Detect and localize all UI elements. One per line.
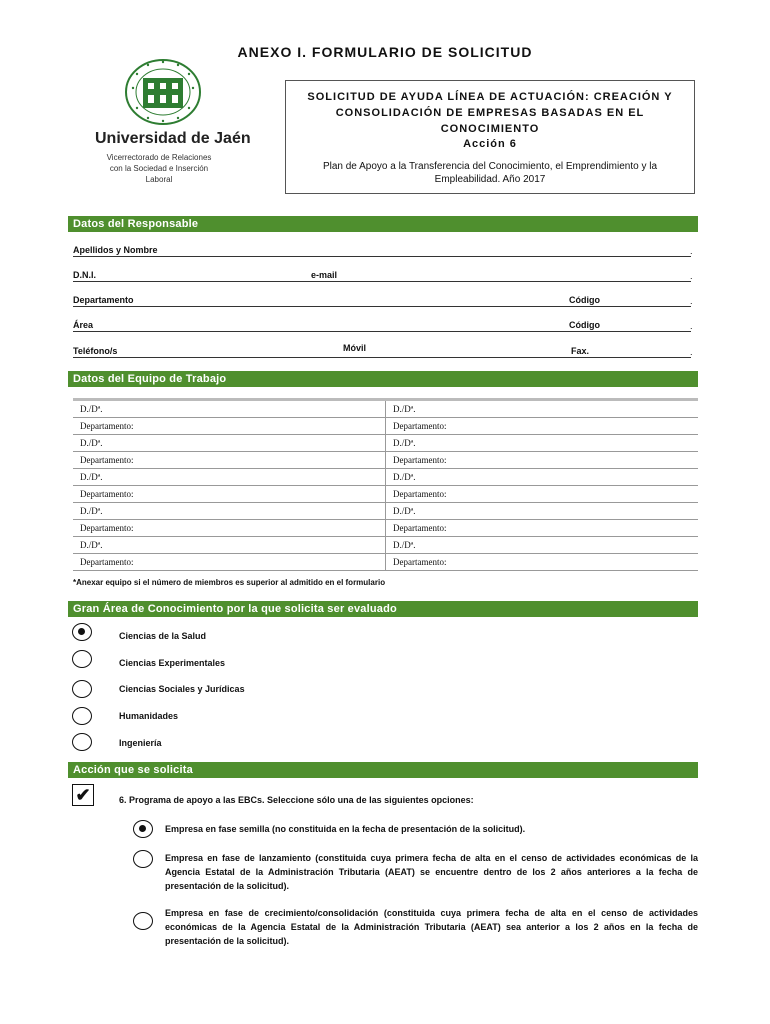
radio-ciencias-salud[interactable] bbox=[72, 623, 92, 641]
form-title: ANEXO I. FORMULARIO DE SOLICITUD bbox=[237, 44, 533, 60]
codigo-field-2[interactable] bbox=[569, 331, 691, 332]
header-line-1: SOLICITUD DE AYUDA LÍNEA DE ACTUACIÓN: CREACIÓN Y bbox=[307, 91, 673, 103]
member-name-cell[interactable]: D./Dª. bbox=[73, 400, 386, 418]
apellidos-field[interactable] bbox=[73, 256, 691, 257]
radio-ciencias-experimentales[interactable] bbox=[72, 650, 92, 668]
option-humanidades: Humanidades bbox=[119, 711, 179, 721]
departamento-field[interactable] bbox=[73, 306, 569, 307]
option-ciencias-experimentales: Ciencias Experimentales bbox=[119, 658, 226, 668]
programa-label: 6. Programa de apoyo a las EBCs. Seleccione sólo una de las siguientes opciones: bbox=[119, 795, 474, 805]
section-responsable: Datos del Responsable bbox=[68, 216, 698, 232]
fax-field[interactable] bbox=[571, 357, 691, 358]
table-row bbox=[73, 469, 698, 486]
email-label: e-mail bbox=[311, 270, 338, 280]
codigo-label-1: Código bbox=[569, 295, 600, 305]
member-name-cell[interactable]: D./Dª. bbox=[386, 537, 699, 554]
table-row bbox=[73, 520, 698, 537]
table-row bbox=[73, 452, 698, 469]
member-dept-cell[interactable]: Departamento: bbox=[386, 520, 699, 537]
radio-fase-semilla[interactable] bbox=[133, 820, 153, 838]
table-row bbox=[73, 486, 698, 503]
dni-field[interactable] bbox=[73, 281, 311, 282]
option-fase-crecimiento: Empresa en fase de crecimiento/consolidación (constituida cuya primera fecha de alta en el censo de actividades económicas de la Agencia Estatal de la Administración Tributaria (AEAT) sea anterior a los 2 años en la fecha de presentación de la solicitud). bbox=[165, 908, 698, 946]
member-dept-cell[interactable]: Departamento: bbox=[386, 486, 699, 503]
table-row bbox=[73, 400, 698, 418]
member-dept-cell[interactable]: Departamento: bbox=[386, 554, 699, 571]
telefono-label: Teléfono/s bbox=[73, 346, 118, 356]
radio-humanidades[interactable] bbox=[72, 707, 92, 725]
member-dept-cell[interactable]: Departamento: bbox=[386, 418, 699, 435]
option-ciencias-sociales: Ciencias Sociales y Jurídicas bbox=[119, 684, 245, 694]
codigo-label-2: Código bbox=[569, 320, 600, 330]
member-name-cell[interactable]: D./Dª. bbox=[73, 537, 386, 554]
area-label: Área bbox=[73, 320, 94, 330]
option-ingenieria: Ingeniería bbox=[119, 738, 162, 748]
departamento-label: Departamento bbox=[73, 295, 134, 305]
member-name-cell[interactable]: D./Dª. bbox=[386, 435, 699, 452]
member-name-cell[interactable]: D./Dª. bbox=[73, 503, 386, 520]
table-row bbox=[73, 554, 698, 571]
logo-sub-line-2: con la Sociedad e Inserción bbox=[109, 164, 209, 173]
university-logo bbox=[95, 58, 251, 185]
movil-field[interactable] bbox=[343, 357, 571, 358]
table-row bbox=[73, 418, 698, 435]
radio-ciencias-sociales[interactable] bbox=[72, 680, 92, 698]
team-table bbox=[73, 398, 698, 571]
table-row bbox=[73, 435, 698, 452]
telefono-field[interactable] bbox=[73, 357, 343, 358]
member-dept-cell[interactable]: Departamento: bbox=[73, 452, 386, 469]
university-seal-icon bbox=[123, 58, 203, 126]
logo-sub-line-1: Vicerrectorado de Relaciones bbox=[106, 153, 212, 162]
member-name-cell[interactable]: D./Dª. bbox=[73, 469, 386, 486]
member-dept-cell[interactable]: Departamento: bbox=[73, 554, 386, 571]
dni-label: D.N.I. bbox=[73, 270, 97, 280]
fax-dot: . bbox=[690, 347, 693, 357]
option-fase-semilla: Empresa en fase semilla (no constituida en la fecha de presentación de la solicitud). bbox=[165, 824, 526, 834]
movil-label: Móvil bbox=[343, 343, 367, 353]
header-line-3: CONOCIMIENTO bbox=[440, 123, 540, 135]
plan-text: Plan de Apoyo a la Transferencia del Conocimiento, el Emprendimiento y la Empleabilidad. Año 2017 bbox=[322, 161, 658, 185]
accion-label: Acción 6 bbox=[463, 138, 517, 150]
logo-sub-line-3: Laboral bbox=[145, 175, 173, 184]
codigo-dot-2: . bbox=[690, 321, 693, 331]
table-row bbox=[73, 537, 698, 554]
radio-fase-lanzamiento[interactable] bbox=[133, 850, 153, 868]
email-dot: . bbox=[690, 271, 693, 281]
programa-checkbox[interactable]: ✔ bbox=[72, 784, 94, 806]
member-name-cell[interactable]: D./Dª. bbox=[386, 400, 699, 418]
section-accion: Acción que se solicita bbox=[68, 762, 698, 778]
codigo-field-1[interactable] bbox=[569, 306, 691, 307]
table-row bbox=[73, 503, 698, 520]
radio-ingenieria[interactable] bbox=[72, 733, 92, 751]
apellidos-dot: . bbox=[690, 246, 693, 256]
email-field[interactable] bbox=[311, 281, 691, 282]
request-header-box bbox=[285, 80, 695, 194]
section-area-conocimiento: Gran Área de Conocimiento por la que solicita ser evaluado bbox=[68, 601, 698, 617]
option-fase-lanzamiento: Empresa en fase de lanzamiento (constituida cuya primera fecha de alta en el censo de actividades económicas de la Agencia Estatal de la Administración Tributaria (AEAT) se encuentre dentro de los 2 años anteriores a la fecha de presentación de la solicitud). bbox=[165, 853, 698, 891]
radio-fase-crecimiento[interactable] bbox=[133, 912, 153, 930]
area-field[interactable] bbox=[73, 331, 569, 332]
member-name-cell[interactable]: D./Dª. bbox=[386, 469, 699, 486]
header-heading bbox=[286, 89, 694, 137]
equipo-note: *Anexar equipo si el número de miembros es superior al admitido en el formulario bbox=[73, 578, 386, 587]
apellidos-label: Apellidos y Nombre bbox=[73, 245, 158, 255]
member-dept-cell[interactable]: Departamento: bbox=[73, 418, 386, 435]
option-ciencias-salud: Ciencias de la Salud bbox=[119, 631, 207, 641]
member-name-cell[interactable]: D./Dª. bbox=[73, 435, 386, 452]
vicerrectorado-text bbox=[95, 152, 223, 185]
member-dept-cell[interactable]: Departamento: bbox=[73, 520, 386, 537]
member-dept-cell[interactable]: Departamento: bbox=[73, 486, 386, 503]
section-equipo: Datos del Equipo de Trabajo bbox=[68, 371, 698, 387]
codigo-dot-1: . bbox=[690, 296, 693, 306]
university-name: Universidad de Jaén bbox=[95, 130, 251, 147]
fax-label: Fax. bbox=[571, 346, 590, 356]
header-line-2: CONSOLIDACIÓN DE EMPRESAS BASADAS EN EL bbox=[335, 107, 645, 119]
member-name-cell[interactable]: D./Dª. bbox=[386, 503, 699, 520]
member-dept-cell[interactable]: Departamento: bbox=[386, 452, 699, 469]
